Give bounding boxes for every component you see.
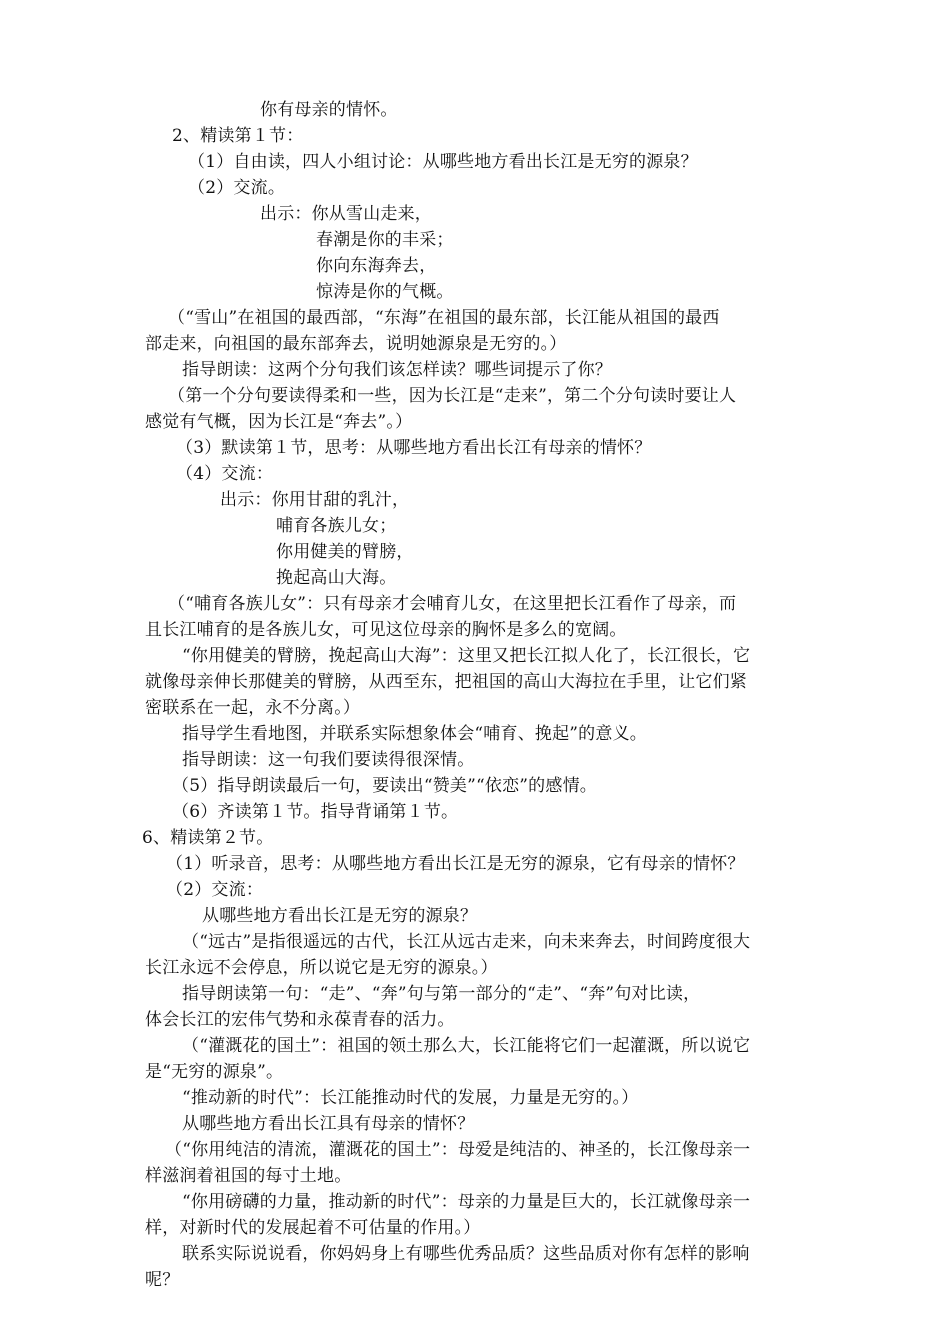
text-line: 从哪些地方看出长江具有母亲的情怀？ xyxy=(182,1114,475,1134)
text-line: （“你用纯洁的清流，灌溉花的国土”：母爱是纯洁的、神圣的，长江像母亲一 xyxy=(165,1140,751,1160)
text-line: （“雪山”在祖国的最西部，“东海”在祖国的最东部，长江能从祖国的最西 xyxy=(168,308,720,328)
text-line: （6）齐读第１节。指导背诵第１节。 xyxy=(172,802,459,822)
text-line: （2）交流： xyxy=(166,880,264,900)
text-line: “推动新的时代”：长江能推动时代的发展，力量是无穷的。） xyxy=(182,1088,639,1108)
text-line: 联系实际说说看，你妈妈身上有哪些优秀品质？这些品质对你有怎样的影响 xyxy=(182,1244,750,1264)
text-line: （1）听录音，思考：从哪些地方看出长江是无穷的源泉，它有母亲的情怀？ xyxy=(166,854,745,874)
text-line: （“远古”是指很遥远的古代，长江从远古走来，向未来奔去，时间跨度很大 xyxy=(182,932,751,952)
poem-line: 你向东海奔去， xyxy=(316,256,437,276)
poem-line: 哺育各族儿女； xyxy=(276,516,397,536)
text-line: （第一个分句要读得柔和一些，因为长江是“走来”，第二个分句读时要让人 xyxy=(168,386,737,406)
text-line: （1）自由读，四人小组讨论：从哪些地方看出长江是无穷的源泉？ xyxy=(188,152,698,172)
text-line: 就像母亲伸长那健美的臂膀，从西至东，把祖国的高山大海拉在手里，让它们紧 xyxy=(145,672,747,692)
text-line: （3）默读第１节，思考：从哪些地方看出长江有母亲的情怀？ xyxy=(176,438,652,458)
section-heading: 2、精读第１节： xyxy=(172,126,304,146)
poem-line: 你用健美的臂膀， xyxy=(276,542,414,562)
poem-line: 出示：你从雪山走来， xyxy=(260,204,432,224)
text-line: 指导朗读第一句：“走”、“奔”句与第一部分的“走”、“奔”句对比读， xyxy=(182,984,701,1004)
text-line: “你用健美的臂膀，挽起高山大海”：这里又把长江拟人化了，长江很长，它 xyxy=(182,646,751,666)
text-line: 部走来，向祖国的最东部奔去，说明她源泉是无穷的。） xyxy=(145,334,567,354)
text-line: 从哪些地方看出长江是无穷的源泉？ xyxy=(202,906,478,926)
text-line: “你用磅礴的力量，推动新的时代”：母亲的力量是巨大的，长江就像母亲一 xyxy=(182,1192,751,1212)
poem-line: 惊涛是你的气概。 xyxy=(316,282,454,302)
text-line: 指导朗读：这一句我们要读得很深情。 xyxy=(182,750,475,770)
section-heading: 6、精读第２节。 xyxy=(142,828,274,848)
poem-line: 出示：你用甘甜的乳汁， xyxy=(220,490,410,510)
text-line: 密联系在一起，永不分离。） xyxy=(145,698,361,718)
text-line: （4）交流： xyxy=(176,464,274,484)
text-line: 感觉有气概，因为长江是“奔去”。） xyxy=(145,412,413,432)
text-line: （“灌溉花的国土”：祖国的领土那么大，长江能将它们一起灌溉，所以说它 xyxy=(182,1036,751,1056)
text-line: 指导学生看地图，并联系实际想象体会“哺育、挽起”的意义。 xyxy=(182,724,647,744)
text-line: 长江永远不会停息，所以说它是无穷的源泉。） xyxy=(145,958,498,978)
text-line: （5）指导朗读最后一句，要读出“赞美”“依恋”的感情。 xyxy=(172,776,597,796)
text-line: 是“无穷的源泉”。 xyxy=(145,1062,284,1082)
text-line: 你有母亲的情怀。 xyxy=(260,100,398,120)
text-line: 呢？ xyxy=(145,1270,180,1290)
text-line: 样，对新时代的发展起着不可估量的作用。） xyxy=(145,1218,481,1238)
text-line: 体会长江的宏伟气势和永葆青春的活力。 xyxy=(145,1010,455,1030)
text-line: 且长江哺育的是各族儿女，可见这位母亲的胸怀是多么的宽阔。 xyxy=(145,620,627,640)
poem-line: 挽起高山大海。 xyxy=(276,568,397,588)
text-line: （2）交流。 xyxy=(188,178,286,198)
poem-line: 春潮是你的丰采； xyxy=(316,230,454,250)
text-line: 样滋润着祖国的每寸土地。 xyxy=(145,1166,352,1186)
text-line: 指导朗读：这两个分句我们该怎样读？哪些词提示了你？ xyxy=(182,360,612,380)
text-line: （“哺育各族儿女”：只有母亲才会哺育儿女，在这里把长江看作了母亲，而 xyxy=(168,594,737,614)
